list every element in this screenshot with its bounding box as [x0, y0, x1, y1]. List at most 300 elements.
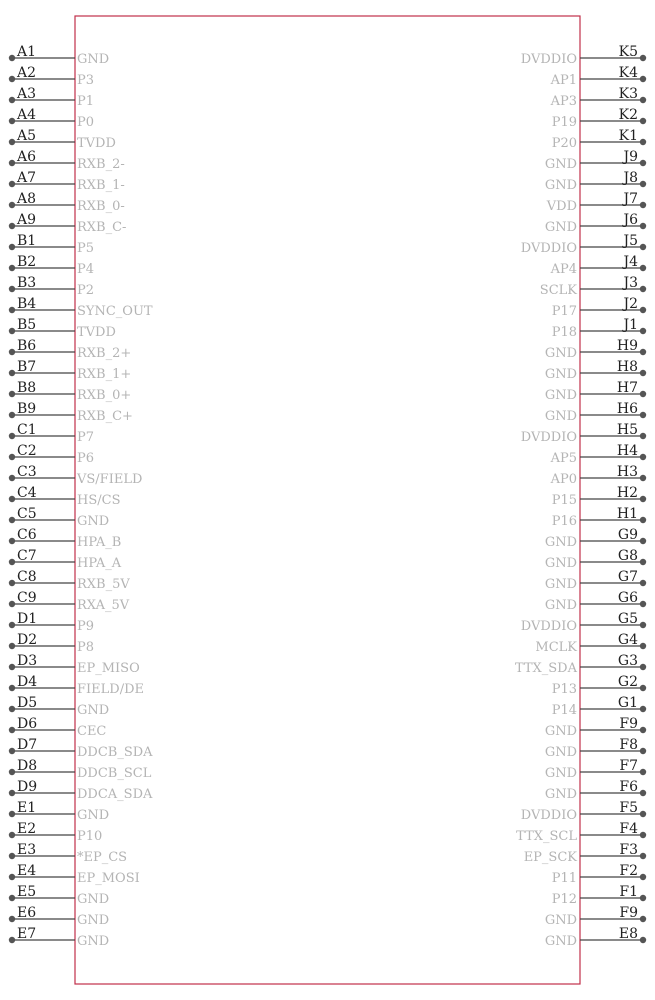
pin-a7-left: [9, 170, 125, 193]
pin-number: C3: [17, 464, 37, 480]
pin-b5-left: [9, 317, 116, 340]
pin-number: D1: [17, 611, 38, 627]
pin-h3-right: [550, 464, 647, 487]
pin-number: C7: [17, 548, 37, 564]
pin-d8-left: [9, 758, 152, 781]
pin-f8-right: [545, 737, 646, 760]
pin-number: F3: [619, 842, 638, 858]
pin-endpoint: [640, 769, 646, 775]
pin-endpoint: [640, 622, 646, 628]
pin-name: P3: [77, 73, 95, 88]
pin-endpoint: [640, 454, 646, 460]
pin-number: B5: [17, 317, 37, 333]
pin-b8-left: [9, 380, 131, 403]
pin-k5-right: [521, 44, 646, 67]
pin-endpoint: [9, 454, 15, 460]
pin-b7-left: [9, 359, 131, 382]
pin-c2-left: [9, 443, 94, 466]
pin-name: HPA_B: [77, 535, 122, 550]
pin-number: A7: [17, 170, 37, 186]
pin-name: DVDDIO: [520, 52, 577, 67]
pin-number: E6: [17, 905, 37, 921]
pin-a3-left: [9, 86, 94, 109]
pin-endpoint: [640, 391, 646, 397]
pin-number: H4: [616, 443, 638, 459]
pin-c7-left: [9, 548, 122, 571]
pin-number: E5: [17, 884, 37, 900]
pin-endpoint: [640, 601, 646, 607]
pin-name: EP_MOSI: [77, 871, 140, 886]
pin-number: D2: [17, 632, 38, 648]
pin-h9-right: [545, 338, 646, 361]
pin-endpoint: [9, 307, 15, 313]
pin-h7-right: [545, 380, 646, 403]
pin-number: F5: [619, 800, 638, 816]
pin-endpoint: [640, 916, 646, 922]
pin-g1-right: [552, 695, 646, 718]
pin-name: GND: [544, 409, 577, 424]
pin-f3-right: [524, 842, 647, 865]
pin-endpoint: [9, 139, 15, 145]
pin-name: P7: [77, 430, 95, 445]
pin-name: P2: [77, 283, 95, 298]
pin-endpoint: [640, 664, 646, 670]
pin-endpoint: [640, 706, 646, 712]
pin-j6-right: [545, 212, 646, 235]
pin-name: GND: [77, 808, 110, 823]
pin-number: D8: [17, 758, 38, 774]
pin-name: P12: [551, 892, 577, 907]
pin-endpoint: [9, 685, 15, 691]
pin-name: GND: [544, 934, 577, 949]
pin-number: A5: [17, 128, 37, 144]
pin-number: D9: [17, 779, 38, 795]
pin-number: K2: [618, 107, 638, 123]
pin-endpoint: [9, 433, 15, 439]
pin-h5-right: [521, 422, 646, 445]
pin-endpoint: [9, 622, 15, 628]
pin-endpoint: [9, 244, 15, 250]
pin-number: J9: [623, 149, 638, 165]
pin-a4-left: [9, 107, 94, 130]
pin-name: P1: [77, 94, 95, 109]
pin-endpoint: [640, 559, 646, 565]
pin-endpoint: [9, 496, 15, 502]
pin-k3-right: [550, 86, 647, 109]
pin-b4-left: [9, 296, 153, 319]
pin-number: E2: [17, 821, 37, 837]
pin-name: GND: [77, 892, 110, 907]
pin-endpoint: [9, 727, 15, 733]
pin-number: D5: [17, 695, 38, 711]
pin-name: RXB_1-: [77, 178, 125, 193]
pin-e8-right: [545, 926, 646, 949]
pin-name: AP4: [550, 262, 577, 277]
pin-number: F9: [619, 905, 638, 921]
left-pin-group: [9, 44, 153, 949]
pin-name: RXB_2-: [77, 157, 125, 172]
pin-endpoint: [9, 601, 15, 607]
pin-name: P17: [551, 304, 577, 319]
pin-number: C4: [17, 485, 37, 501]
pin-name: GND: [544, 766, 577, 781]
pin-name: GND: [544, 157, 577, 172]
pin-g7-right: [545, 569, 646, 592]
pin-number: B2: [17, 254, 37, 270]
pin-endpoint: [640, 496, 646, 502]
pin-endpoint: [640, 97, 646, 103]
pin-endpoint: [9, 895, 15, 901]
pin-endpoint: [640, 874, 646, 880]
pin-number: K5: [618, 44, 638, 60]
pin-number: A4: [17, 107, 37, 123]
pin-name: MCLK: [535, 640, 577, 655]
pin-name: AP5: [550, 451, 577, 466]
pin-j9-right: [545, 149, 646, 172]
pin-number: F8: [619, 737, 638, 753]
pin-name: P8: [77, 640, 95, 655]
pin-endpoint: [640, 790, 646, 796]
pin-endpoint: [640, 307, 646, 313]
pin-name: HS/CS: [77, 493, 121, 508]
pin-name: P13: [551, 682, 577, 697]
pin-name: P19: [551, 115, 577, 130]
pin-name: VDD: [546, 199, 577, 214]
pin-f7-right: [545, 758, 646, 781]
pin-endpoint: [9, 748, 15, 754]
pin-e1-left: [9, 800, 109, 823]
pin-number: G8: [617, 548, 638, 564]
pin-number: A6: [17, 149, 37, 165]
pin-number: B8: [17, 380, 37, 396]
pin-name: RXB_1+: [77, 367, 132, 382]
pin-number: E1: [17, 800, 37, 816]
pin-number: C5: [17, 506, 37, 522]
pin-name: GND: [544, 535, 577, 550]
pin-number: B7: [17, 359, 37, 375]
pin-number: F9: [619, 716, 638, 732]
pin-name: P11: [551, 871, 577, 886]
pin-g6-right: [545, 590, 646, 613]
pin-name: GND: [544, 388, 577, 403]
pin-d4-left: [9, 674, 144, 697]
pin-f1-right: [552, 884, 646, 907]
pin-number: G3: [617, 653, 638, 669]
pin-name: GND: [77, 934, 110, 949]
pin-endpoint: [9, 937, 15, 943]
pin-f4-right: [516, 821, 646, 844]
pin-number: A1: [17, 44, 37, 60]
pin-number: G2: [617, 674, 638, 690]
pin-b9-left: [9, 401, 133, 424]
pin-name: VS/FIELD: [77, 472, 143, 487]
pin-name: GND: [544, 220, 577, 235]
pin-endpoint: [640, 433, 646, 439]
pin-h2-right: [552, 485, 646, 508]
pin-number: F6: [619, 779, 638, 795]
pin-name: P0: [77, 115, 95, 130]
pin-endpoint: [9, 55, 15, 61]
pin-endpoint: [9, 874, 15, 880]
pin-number: J6: [623, 212, 638, 228]
pin-b6-left: [9, 338, 131, 361]
pin-number: J1: [623, 317, 638, 333]
pin-e3-left: [9, 842, 127, 865]
pin-name: P9: [77, 619, 95, 634]
pin-c4-left: [9, 485, 121, 508]
pin-k4-right: [550, 65, 647, 88]
pin-name: EP_MISO: [77, 661, 140, 676]
pin-c1-left: [9, 422, 94, 445]
pin-endpoint: [9, 97, 15, 103]
pin-number: D4: [17, 674, 38, 690]
pin-number: J8: [623, 170, 638, 186]
pin-g2-right: [552, 674, 646, 697]
pin-endpoint: [9, 223, 15, 229]
pin-endpoint: [640, 685, 646, 691]
pin-name: DVDDIO: [520, 619, 577, 634]
pin-endpoint: [640, 748, 646, 754]
pin-d3-left: [9, 653, 140, 676]
pin-name: RXB_2+: [77, 346, 132, 361]
pin-number: H1: [616, 506, 638, 522]
pin-h6-right: [545, 401, 646, 424]
pin-endpoint: [640, 265, 646, 271]
pin-number: J4: [623, 254, 638, 270]
pin-name: TVDD: [77, 325, 116, 340]
pin-endpoint: [640, 853, 646, 859]
pin-name: GND: [544, 913, 577, 928]
pin-number: G4: [617, 632, 638, 648]
pin-number: F4: [619, 821, 638, 837]
pin-e4-left: [9, 863, 140, 886]
pin-name: EP_SCK: [523, 850, 577, 865]
pin-e2-left: [9, 821, 102, 844]
pin-name: P18: [551, 325, 577, 340]
pin-endpoint: [640, 76, 646, 82]
pin-name: GND: [77, 703, 110, 718]
pin-a9-left: [9, 212, 127, 235]
pin-d9-left: [9, 779, 153, 802]
pin-f9-right: [545, 905, 646, 928]
pin-number: K3: [618, 86, 638, 102]
pin-number: C8: [17, 569, 37, 585]
pin-number: J2: [623, 296, 638, 312]
pin-number: B6: [17, 338, 37, 354]
pin-a5-left: [9, 128, 116, 151]
pin-d1-left: [9, 611, 94, 634]
pin-endpoint: [640, 244, 646, 250]
pin-endpoint: [640, 937, 646, 943]
pin-name: P16: [551, 514, 577, 529]
pin-f9-right: [545, 716, 646, 739]
pin-endpoint: [9, 517, 15, 523]
pin-a1-left: [9, 44, 109, 67]
pin-endpoint: [640, 118, 646, 124]
pin-name: P6: [77, 451, 95, 466]
pin-endpoint: [640, 517, 646, 523]
pin-endpoint: [9, 475, 15, 481]
pin-number: E8: [618, 926, 638, 942]
pin-f5-right: [521, 800, 646, 823]
pin-d7-left: [9, 737, 153, 760]
pin-name: GND: [544, 787, 577, 802]
pin-name: FIELD/DE: [77, 682, 144, 697]
pin-name: RXB_5V: [77, 577, 130, 592]
pin-name: GND: [544, 598, 577, 613]
pin-endpoint: [9, 916, 15, 922]
pin-name: DDCB_SDA: [77, 745, 153, 760]
pin-e7-left: [9, 926, 109, 949]
pin-f2-right: [552, 863, 646, 886]
pin-name: AP1: [550, 73, 577, 88]
pin-number: C6: [17, 527, 37, 543]
pin-number: G5: [617, 611, 638, 627]
pin-name: RXB_0+: [77, 388, 132, 403]
pin-name: RXB_C-: [77, 220, 127, 235]
pin-j1-right: [552, 317, 646, 340]
pin-name: GND: [544, 346, 577, 361]
pin-name: SYNC_OUT: [77, 304, 153, 319]
pin-j4-right: [550, 254, 647, 277]
pin-endpoint: [640, 412, 646, 418]
pin-f6-right: [545, 779, 646, 802]
pin-endpoint: [9, 559, 15, 565]
pin-c8-left: [9, 569, 131, 592]
pin-number: G6: [617, 590, 638, 606]
pin-name: AP0: [550, 472, 577, 487]
pin-name: TTX_SDA: [514, 661, 577, 676]
pin-d5-left: [9, 695, 109, 718]
pin-number: H3: [616, 464, 638, 480]
pin-number: A9: [17, 212, 37, 228]
pin-name: RXB_C+: [77, 409, 133, 424]
pin-name: P10: [77, 829, 103, 844]
pin-c6-left: [9, 527, 122, 550]
pin-endpoint: [9, 202, 15, 208]
pin-name: P5: [77, 241, 95, 256]
pin-b2-left: [9, 254, 94, 277]
pin-endpoint: [640, 895, 646, 901]
pin-number: E3: [17, 842, 37, 858]
pin-number: F2: [619, 863, 638, 879]
pin-endpoint: [640, 580, 646, 586]
pin-name: DDCB_SCL: [77, 766, 152, 781]
pin-endpoint: [640, 727, 646, 733]
pin-endpoint: [640, 55, 646, 61]
pin-endpoint: [9, 811, 15, 817]
pin-d2-left: [9, 632, 94, 655]
pin-endpoint: [9, 412, 15, 418]
pin-name: DVDDIO: [520, 241, 577, 256]
pin-number: B4: [17, 296, 37, 312]
pin-name: P4: [77, 262, 95, 277]
pin-endpoint: [640, 811, 646, 817]
pin-number: J3: [623, 275, 638, 291]
pin-j7-right: [546, 191, 646, 214]
pin-endpoint: [9, 643, 15, 649]
pin-name: GND: [544, 178, 577, 193]
pin-number: D3: [17, 653, 38, 669]
pin-endpoint: [9, 286, 15, 292]
pin-name: GND: [77, 52, 110, 67]
pin-c5-left: [9, 506, 109, 529]
pin-endpoint: [9, 118, 15, 124]
pin-name: P20: [551, 136, 577, 151]
pin-endpoint: [9, 580, 15, 586]
pin-endpoint: [9, 832, 15, 838]
pin-name: DVDDIO: [520, 430, 577, 445]
pin-c9-left: [9, 590, 130, 613]
pin-endpoint: [9, 853, 15, 859]
pin-name: GND: [544, 556, 577, 571]
pin-number: D7: [17, 737, 38, 753]
pin-j2-right: [552, 296, 646, 319]
pin-endpoint: [640, 328, 646, 334]
pin-h1-right: [552, 506, 646, 529]
pin-g9-right: [545, 527, 646, 550]
pin-number: F7: [619, 758, 638, 774]
pin-number: A8: [17, 191, 37, 207]
pin-e5-left: [9, 884, 109, 907]
pin-name: P14: [551, 703, 577, 718]
pin-number: J5: [623, 233, 638, 249]
pin-d6-left: [9, 716, 107, 739]
pin-name: SCLK: [539, 283, 577, 298]
pin-number: H8: [616, 359, 638, 375]
pin-a2-left: [9, 65, 94, 88]
pin-name: GND: [544, 745, 577, 760]
pin-endpoint: [9, 769, 15, 775]
pin-j5-right: [521, 233, 646, 256]
pin-name: DVDDIO: [520, 808, 577, 823]
pin-endpoint: [640, 475, 646, 481]
pin-name: GND: [544, 577, 577, 592]
pin-name: GND: [544, 367, 577, 382]
pin-name: GND: [77, 514, 110, 529]
pin-endpoint: [640, 370, 646, 376]
pin-a6-left: [9, 149, 125, 172]
pin-number: E4: [17, 863, 37, 879]
pin-endpoint: [9, 664, 15, 670]
pin-endpoint: [640, 181, 646, 187]
pin-b1-left: [9, 233, 94, 256]
pin-endpoint: [9, 391, 15, 397]
pin-endpoint: [9, 328, 15, 334]
pin-endpoint: [640, 160, 646, 166]
pin-name: CEC: [77, 724, 107, 739]
pin-number: H9: [616, 338, 638, 354]
pin-h8-right: [545, 359, 646, 382]
pin-endpoint: [640, 223, 646, 229]
pin-endpoint: [9, 349, 15, 355]
pin-number: C9: [17, 590, 37, 606]
pin-endpoint: [640, 832, 646, 838]
pin-name: P15: [551, 493, 577, 508]
pin-number: A3: [17, 86, 37, 102]
pin-number: G7: [617, 569, 638, 585]
pin-name: GND: [77, 913, 110, 928]
pin-name: AP3: [550, 94, 577, 109]
pin-number: K4: [618, 65, 638, 81]
pin-name: DDCA_SDA: [77, 787, 153, 802]
pin-g5-right: [521, 611, 646, 634]
pin-number: C2: [17, 443, 37, 459]
pin-endpoint: [9, 160, 15, 166]
pin-name: TVDD: [77, 136, 116, 151]
ic-body-outline: [75, 16, 580, 984]
pin-endpoint: [640, 349, 646, 355]
